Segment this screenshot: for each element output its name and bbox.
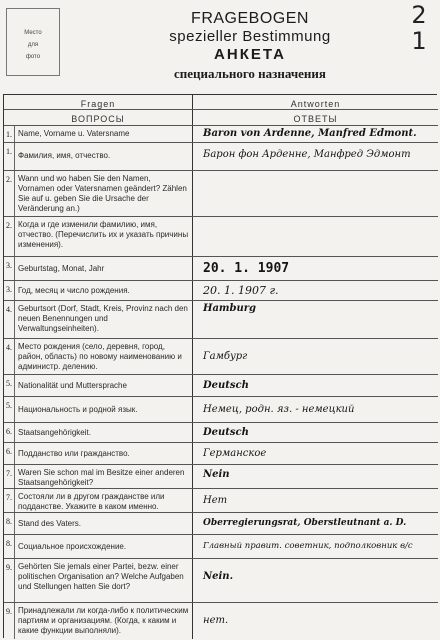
question-text: Staatsangehörigkeit. [18, 428, 91, 437]
row-number: 6. [4, 443, 15, 464]
header-row-ru [4, 110, 438, 126]
question-text: Gehörten Sie jemals einer Partei, bezw. einer politischen Organisation an? Welche Aufgaben und Stellungen hatten Sie dort? [18, 562, 184, 591]
table-row [4, 126, 438, 143]
header-questions-ru: ВОПРОСЫ [71, 114, 125, 124]
header-questions-de: Fragen [80, 99, 116, 109]
table-row [4, 375, 438, 397]
subtitle-ru: специального назначения [174, 66, 326, 81]
row-number: 3. [4, 257, 15, 280]
question-text: Год, месяц и число рождения. [18, 286, 130, 295]
subtitle-de: spezieller Bestimmung [169, 28, 331, 45]
question-text: Социальное происхождение. [18, 542, 127, 551]
form-title-block [110, 10, 390, 84]
answer-text: Nein [203, 469, 230, 480]
question-text: Фамилия, имя, отчество. [18, 151, 111, 160]
answer-text: Nein. [203, 571, 234, 582]
question-text: Stand des Vaters. [18, 519, 81, 528]
page-number-mark [404, 2, 434, 54]
row-number: 7. [4, 489, 15, 512]
row-number: 6. [4, 423, 15, 442]
table-row [4, 171, 438, 217]
corner-mark-top: 2 [411, 1, 427, 29]
row-number: 4. [4, 339, 15, 374]
question-text: Wann und wo haben Sie den Namen, Vornamen oder Vatersnamen geändert? Zählen Sie auf u. geben Sie die Ursache der Veränderung an.) [18, 174, 187, 213]
answer-text: Главный правит. советник, подполковник в/с [203, 541, 413, 551]
table-row [4, 257, 438, 281]
row-number: 4. [4, 301, 15, 338]
row-number: 7. [4, 465, 15, 488]
header-answers-ru: ОТВЕТЫ [293, 114, 338, 124]
table-row [4, 397, 438, 423]
row-number: 8. [4, 513, 15, 534]
title-de: FRAGEBOGEN [191, 10, 309, 27]
header-row-de [4, 95, 438, 110]
table-row [4, 465, 438, 489]
table-row [4, 603, 438, 639]
answer-text: Барон фон Арденне, Манфред Эдмонт [203, 149, 411, 160]
table-row [4, 143, 438, 171]
row-number: 9. [4, 559, 15, 602]
question-text: Waren Sie schon mal im Besitze einer anderen Staatsangehörigkeit? [18, 468, 185, 487]
table-row [4, 217, 438, 257]
question-text: Nationalität und Muttersprache [18, 381, 127, 390]
photo-placeholder [6, 8, 60, 76]
photo-label-2: для [27, 42, 39, 48]
corner-mark-bottom: 1 [411, 27, 427, 55]
table-row [4, 489, 438, 513]
questionnaire-table [3, 94, 437, 638]
header-answers-de: Antworten [290, 99, 341, 109]
row-number: 1. [4, 143, 15, 170]
question-text: Состояли ли в другом гражданстве или подданстве. Укажите в каком именно. [18, 492, 165, 511]
answer-text: Нет [203, 495, 228, 506]
answer-text: 20. 1. 1907 [203, 261, 290, 276]
answer-text: Hamburg [203, 303, 257, 314]
question-text: Name, Vorname u. Vatersname [18, 129, 130, 138]
row-number: 5. [4, 375, 15, 396]
answer-text: 20. 1. 1907 г. [203, 284, 279, 297]
answer-text: нет. [203, 615, 229, 626]
answer-text: Германское [203, 448, 267, 459]
photo-label-3: фото [25, 54, 41, 60]
answer-text: Немец, родн. яз. - немецкий [203, 404, 355, 415]
row-number: 9. [4, 603, 15, 639]
table-row [4, 281, 438, 301]
photo-label-1: Место [24, 30, 42, 36]
answer-text: Deutsch [203, 380, 249, 391]
row-number: 8. [4, 535, 15, 558]
question-text: Принадлежали ли когда-либо к политическим партиям и организациям. (Когда, к каким и какие функции выполняли). [18, 606, 189, 635]
title-ru: АНКЕТА [214, 46, 286, 63]
question-text: Подданство или гражданство. [18, 449, 130, 458]
table-row [4, 535, 438, 559]
answer-text: Гамбург [203, 351, 248, 362]
table-row [4, 513, 438, 535]
row-number: 3. [4, 281, 15, 300]
row-number: 2. [4, 217, 15, 256]
answer-text: Oberregierungsrat, Oberstleutnant a. D. [203, 518, 407, 528]
table-row [4, 301, 438, 339]
question-text: Когда и где изменили фамилию, имя, отчество. (Перечислить их и указать причины изменения). [18, 220, 189, 249]
question-text: Geburtsort (Dorf, Stadt, Kreis, Provinz nach den neuen Benennungen und Verwaltungseinheiten). [18, 304, 188, 333]
answer-text: Baron von Ardenne, Manfred Edmont. [203, 128, 417, 139]
question-text: Национальность и родной язык. [18, 405, 138, 414]
table-row [4, 423, 438, 443]
table-row [4, 443, 438, 465]
question-text: Geburtstag, Monat, Jahr [18, 264, 105, 273]
row-number: 5. [4, 397, 15, 422]
row-number: 2. [4, 171, 15, 216]
question-text: Место рождения (село, деревня, город, район, область) по новому наименованию и администр. делению. [18, 342, 182, 371]
answer-text: Deutsch [203, 427, 249, 438]
row-number: 1. [4, 126, 15, 142]
table-row [4, 339, 438, 375]
table-row [4, 559, 438, 603]
